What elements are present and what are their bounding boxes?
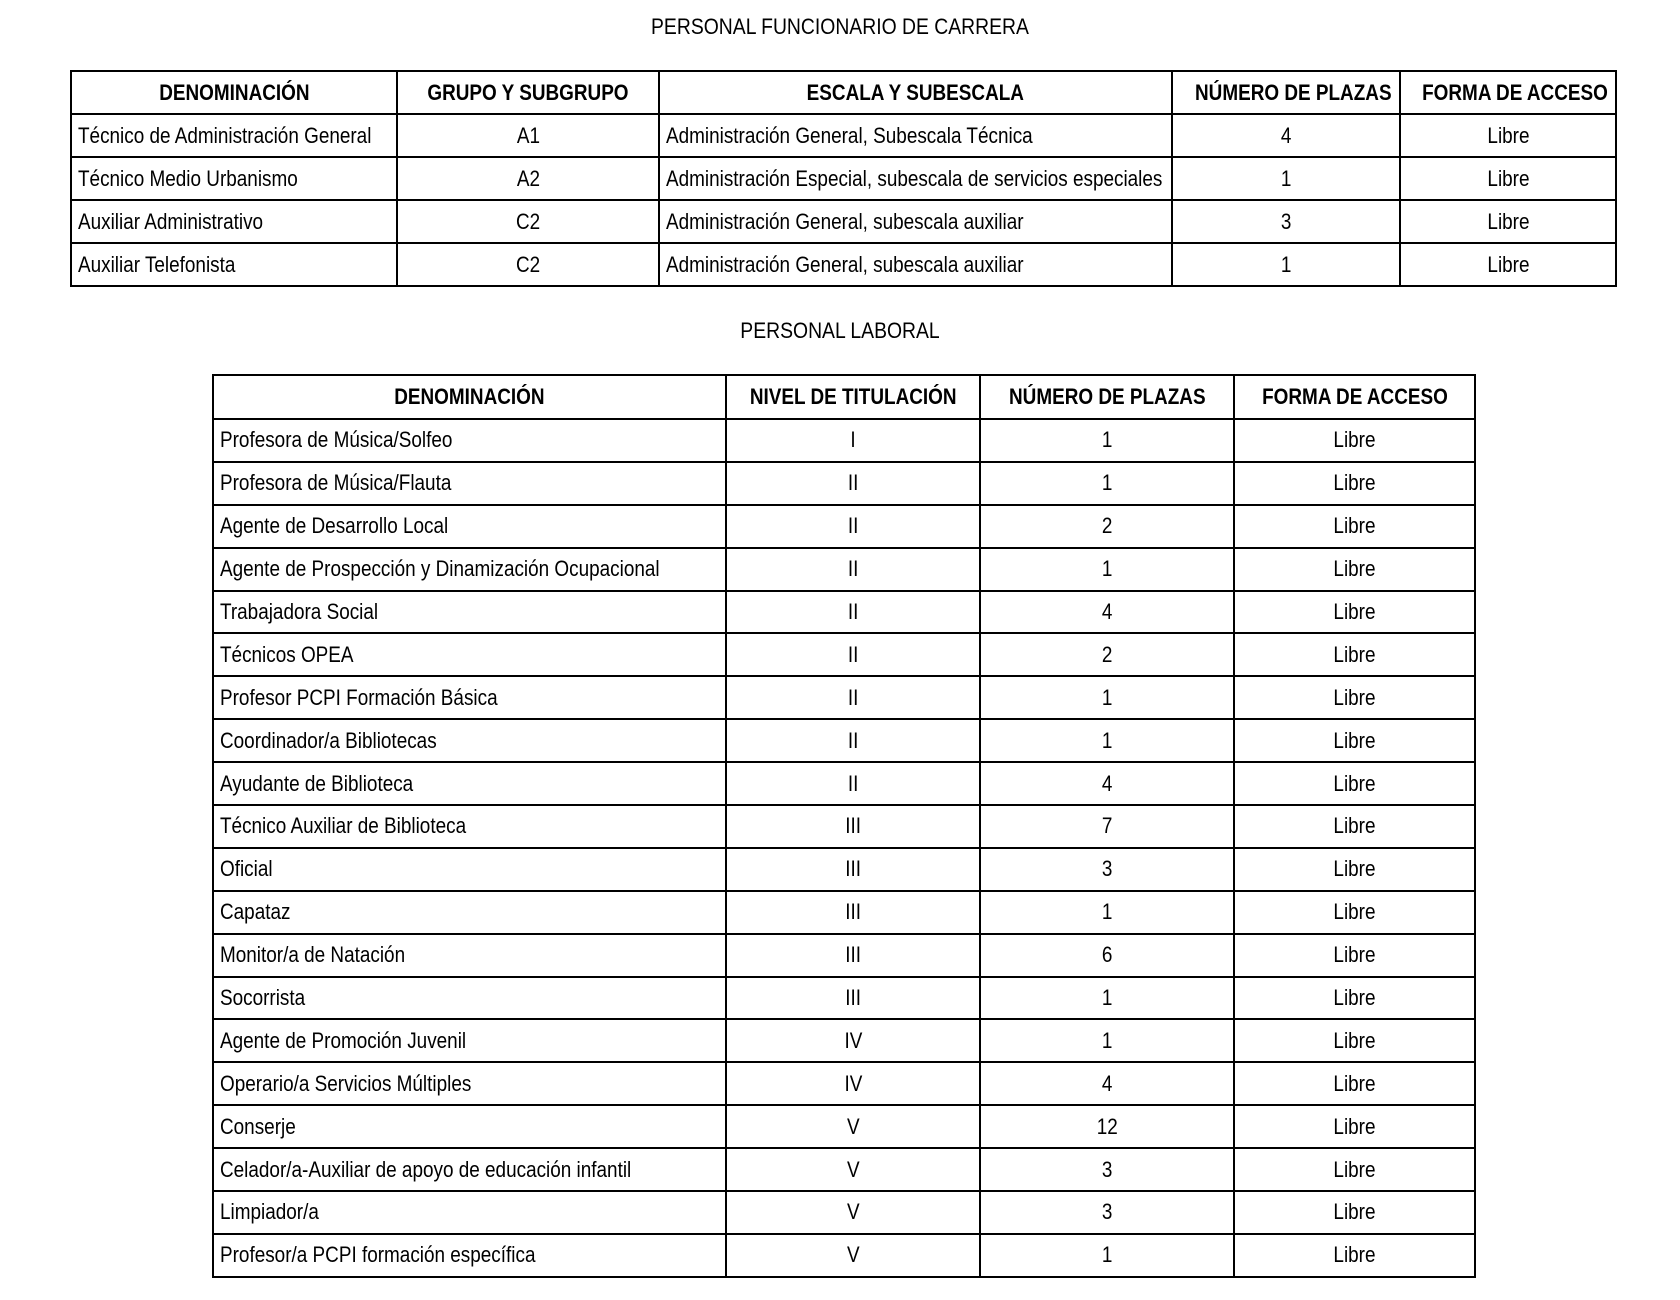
cell-acceso: Libre xyxy=(1234,505,1475,548)
cell-nivel: II xyxy=(726,633,980,676)
col-header-plazas: NÚMERO DE PLAZAS xyxy=(980,375,1234,419)
cell-denominacion: Socorrista xyxy=(213,977,726,1020)
table-row xyxy=(213,462,1475,505)
cell-acceso: Libre xyxy=(1234,633,1475,676)
col-header-escala: ESCALA Y SUBESCALA xyxy=(659,71,1172,114)
cell-plazas: 4 xyxy=(1172,114,1400,157)
cell-nivel: V xyxy=(726,1234,980,1277)
cell-plazas: 6 xyxy=(980,934,1234,977)
funcionario-section-title: PERSONAL FUNCIONARIO DE CARRERA xyxy=(651,14,1029,39)
cell-acceso: Libre xyxy=(1234,548,1475,591)
table-row xyxy=(213,891,1475,934)
table-row xyxy=(213,1019,1475,1062)
cell-denominacion: Oficial xyxy=(213,848,726,891)
cell-denominacion: Técnicos OPEA xyxy=(213,633,726,676)
cell-denominacion: Profesor/a PCPI formación específica xyxy=(213,1234,726,1277)
table-row xyxy=(213,676,1475,719)
cell-nivel: III xyxy=(726,891,980,934)
cell-nivel: V xyxy=(726,1148,980,1191)
cell-plazas: 3 xyxy=(980,1148,1234,1191)
table-row xyxy=(71,157,1616,200)
cell-plazas: 4 xyxy=(980,1062,1234,1105)
table-row xyxy=(213,848,1475,891)
table-row xyxy=(213,591,1475,634)
cell-plazas: 1 xyxy=(980,1234,1234,1277)
table-row xyxy=(71,114,1616,157)
cell-denominacion: Técnico Auxiliar de Biblioteca xyxy=(213,805,726,848)
cell-grupo: C2 xyxy=(397,200,659,243)
cell-acceso: Libre xyxy=(1234,848,1475,891)
cell-acceso: Libre xyxy=(1234,1191,1475,1234)
cell-denominacion: Agente de Promoción Juvenil xyxy=(213,1019,726,1062)
col-header-denominacion: DENOMINACIÓN xyxy=(71,71,397,114)
cell-nivel: IV xyxy=(726,1019,980,1062)
cell-denominacion: Técnico de Administración General xyxy=(71,114,397,157)
cell-escala: Administración Especial, subescala de servicios especiales xyxy=(659,157,1172,200)
cell-plazas: 4 xyxy=(980,591,1234,634)
cell-nivel: II xyxy=(726,676,980,719)
cell-acceso: Libre xyxy=(1234,719,1475,762)
cell-acceso: Libre xyxy=(1234,1105,1475,1148)
cell-acceso: Libre xyxy=(1234,462,1475,505)
cell-plazas: 4 xyxy=(980,762,1234,805)
cell-grupo: A2 xyxy=(397,157,659,200)
table-row xyxy=(213,934,1475,977)
cell-plazas: 2 xyxy=(980,505,1234,548)
table-row xyxy=(71,243,1616,286)
cell-nivel: III xyxy=(726,848,980,891)
cell-denominacion: Limpiador/a xyxy=(213,1191,726,1234)
table-row xyxy=(213,977,1475,1020)
col-header-denominacion: DENOMINACIÓN xyxy=(213,375,726,419)
cell-denominacion: Celador/a-Auxiliar de apoyo de educación infantil xyxy=(213,1148,726,1191)
cell-acceso: Libre xyxy=(1400,157,1616,200)
cell-acceso: Libre xyxy=(1234,419,1475,462)
cell-nivel: II xyxy=(726,762,980,805)
cell-plazas: 1 xyxy=(1172,243,1400,286)
cell-nivel: III xyxy=(726,934,980,977)
cell-acceso: Libre xyxy=(1400,200,1616,243)
table-row xyxy=(213,1234,1475,1277)
cell-denominacion: Auxiliar Administrativo xyxy=(71,200,397,243)
cell-acceso: Libre xyxy=(1234,1019,1475,1062)
table-row xyxy=(213,805,1475,848)
cell-escala: Administración General, Subescala Técnica xyxy=(659,114,1172,157)
laboral-table xyxy=(212,374,1476,1278)
funcionario-header-row xyxy=(71,71,1616,114)
cell-denominacion: Conserje xyxy=(213,1105,726,1148)
cell-escala: Administración General, subescala auxiliar xyxy=(659,200,1172,243)
cell-acceso: Libre xyxy=(1234,934,1475,977)
table-row xyxy=(213,1148,1475,1191)
cell-grupo: A1 xyxy=(397,114,659,157)
cell-plazas: 1 xyxy=(980,548,1234,591)
cell-denominacion: Coordinador/a Bibliotecas xyxy=(213,719,726,762)
cell-nivel: II xyxy=(726,548,980,591)
col-header-plazas: NÚMERO DE PLAZAS xyxy=(1172,71,1400,114)
cell-plazas: 1 xyxy=(980,891,1234,934)
cell-denominacion: Auxiliar Telefonista xyxy=(71,243,397,286)
cell-acceso: Libre xyxy=(1400,114,1616,157)
cell-plazas: 1 xyxy=(980,1019,1234,1062)
table-row xyxy=(213,419,1475,462)
cell-nivel: III xyxy=(726,805,980,848)
cell-plazas: 3 xyxy=(980,848,1234,891)
cell-denominacion: Agente de Desarrollo Local xyxy=(213,505,726,548)
laboral-header-row xyxy=(213,375,1475,419)
cell-nivel: V xyxy=(726,1105,980,1148)
cell-nivel: II xyxy=(726,505,980,548)
cell-denominacion: Trabajadora Social xyxy=(213,591,726,634)
cell-plazas: 1 xyxy=(980,419,1234,462)
laboral-section-title: PERSONAL LABORAL xyxy=(740,318,940,343)
table-row xyxy=(213,719,1475,762)
cell-acceso: Libre xyxy=(1234,977,1475,1020)
funcionario-table xyxy=(70,70,1617,287)
col-header-grupo: GRUPO Y SUBGRUPO xyxy=(397,71,659,114)
cell-plazas: 3 xyxy=(980,1191,1234,1234)
cell-plazas: 2 xyxy=(980,633,1234,676)
cell-denominacion: Monitor/a de Natación xyxy=(213,934,726,977)
table-row xyxy=(71,200,1616,243)
cell-acceso: Libre xyxy=(1400,243,1616,286)
cell-plazas: 1 xyxy=(980,719,1234,762)
cell-acceso: Libre xyxy=(1234,676,1475,719)
cell-acceso: Libre xyxy=(1234,591,1475,634)
cell-nivel: I xyxy=(726,419,980,462)
cell-nivel: III xyxy=(726,977,980,1020)
cell-plazas: 1 xyxy=(980,676,1234,719)
table-row xyxy=(213,548,1475,591)
cell-acceso: Libre xyxy=(1234,762,1475,805)
cell-denominacion: Operario/a Servicios Múltiples xyxy=(213,1062,726,1105)
cell-plazas: 1 xyxy=(980,462,1234,505)
table-row xyxy=(213,1062,1475,1105)
cell-denominacion: Profesor PCPI Formación Básica xyxy=(213,676,726,719)
cell-escala: Administración General, subescala auxiliar xyxy=(659,243,1172,286)
cell-nivel: V xyxy=(726,1191,980,1234)
cell-acceso: Libre xyxy=(1234,1062,1475,1105)
cell-denominacion: Técnico Medio Urbanismo xyxy=(71,157,397,200)
cell-denominacion: Profesora de Música/Flauta xyxy=(213,462,726,505)
table-row xyxy=(213,505,1475,548)
cell-denominacion: Capataz xyxy=(213,891,726,934)
cell-denominacion: Profesora de Música/Solfeo xyxy=(213,419,726,462)
cell-plazas: 7 xyxy=(980,805,1234,848)
cell-denominacion: Agente de Prospección y Dinamización Ocupacional xyxy=(213,548,726,591)
cell-nivel: II xyxy=(726,591,980,634)
table-row xyxy=(213,633,1475,676)
cell-acceso: Libre xyxy=(1234,1148,1475,1191)
cell-nivel: II xyxy=(726,462,980,505)
cell-plazas: 12 xyxy=(980,1105,1234,1148)
col-header-acceso: FORMA DE ACCESO xyxy=(1400,71,1616,114)
cell-plazas: 3 xyxy=(1172,200,1400,243)
table-row xyxy=(213,1191,1475,1234)
cell-acceso: Libre xyxy=(1234,805,1475,848)
cell-nivel: IV xyxy=(726,1062,980,1105)
cell-grupo: C2 xyxy=(397,243,659,286)
cell-plazas: 1 xyxy=(1172,157,1400,200)
cell-acceso: Libre xyxy=(1234,1234,1475,1277)
col-header-acceso: FORMA DE ACCESO xyxy=(1234,375,1475,419)
table-row xyxy=(213,1105,1475,1148)
cell-plazas: 1 xyxy=(980,977,1234,1020)
cell-nivel: II xyxy=(726,719,980,762)
col-header-nivel: NIVEL DE TITULACIÓN xyxy=(726,375,980,419)
cell-denominacion: Ayudante de Biblioteca xyxy=(213,762,726,805)
table-row xyxy=(213,762,1475,805)
cell-acceso: Libre xyxy=(1234,891,1475,934)
